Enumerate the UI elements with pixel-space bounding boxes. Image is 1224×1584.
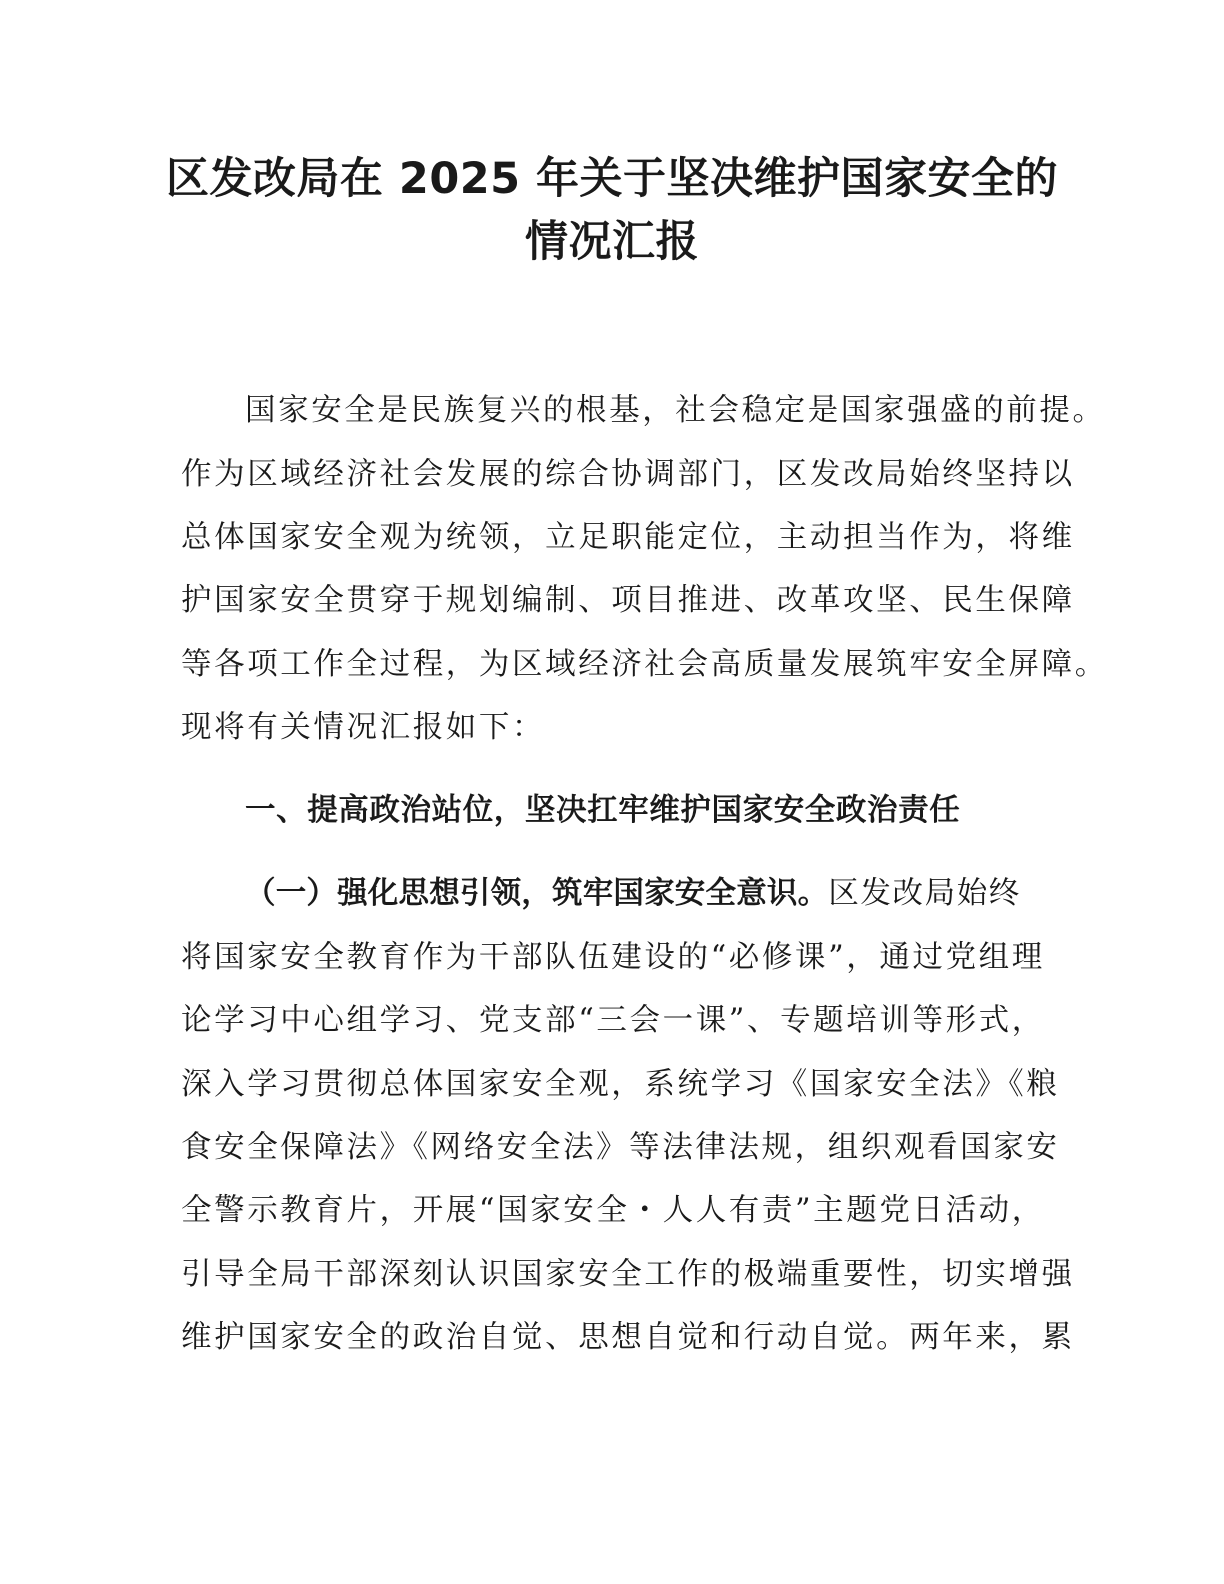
document-title-line-1: 区发改局在 2025 年关于坚决维护国家安全的 — [165, 154, 1059, 204]
intro-paragraph-line: 现将有关情况汇报如下： — [181, 710, 546, 745]
subsection-line: 全警示教育片，开展“国家安全・人人有责”主题党日活动， — [181, 1193, 1045, 1228]
intro-paragraph-line: 等各项工作全过程，为区域经济社会高质量发展筑牢安全屏障。 — [181, 647, 1108, 682]
subsection-line: 维护国家安全的政治自觉、思想自觉和行动自觉。两年来，累 — [181, 1320, 1075, 1355]
subsection-line: 深入学习贯彻总体国家安全观，系统学习《国家安全法》《粮 — [181, 1067, 1060, 1102]
intro-paragraph-line: 国家安全是民族复兴的根基，社会稳定是国家强盛的前提。 — [245, 393, 1106, 428]
subsection-first-line — [245, 874, 1021, 914]
subsection-line: 引导全局干部深刻认识国家安全工作的极端重要性，切实增强 — [181, 1257, 1075, 1292]
subsection-line: 将国家安全教育作为干部队伍建设的“必修课”，通过党组理 — [181, 940, 1045, 975]
document-title-line-2: 情况汇报 — [525, 217, 699, 267]
subsection-line: 食安全保障法》《网络安全法》等法律法规，组织观看国家安 — [181, 1130, 1060, 1165]
intro-paragraph-line: 护国家安全贯穿于规划编制、项目推进、改革攻坚、民生保障 — [181, 583, 1075, 618]
subsection-first-line-text: 区发改局始终 — [828, 876, 1021, 911]
subsection-heading: （一）强化思想引领，筑牢国家安全意识。 — [245, 876, 829, 911]
subsection-line: 论学习中心组学习、党支部“三会一课”、专题培训等形式， — [181, 1003, 1045, 1038]
intro-paragraph-line: 作为区域经济社会发展的综合协调部门，区发改局始终坚持以 — [181, 457, 1075, 492]
intro-paragraph-line: 总体国家安全观为统领，立足职能定位，主动担当作为，将维 — [181, 520, 1075, 555]
section-heading: 一、提高政治站位，坚决扛牢维护国家安全政治责任 — [245, 793, 961, 828]
